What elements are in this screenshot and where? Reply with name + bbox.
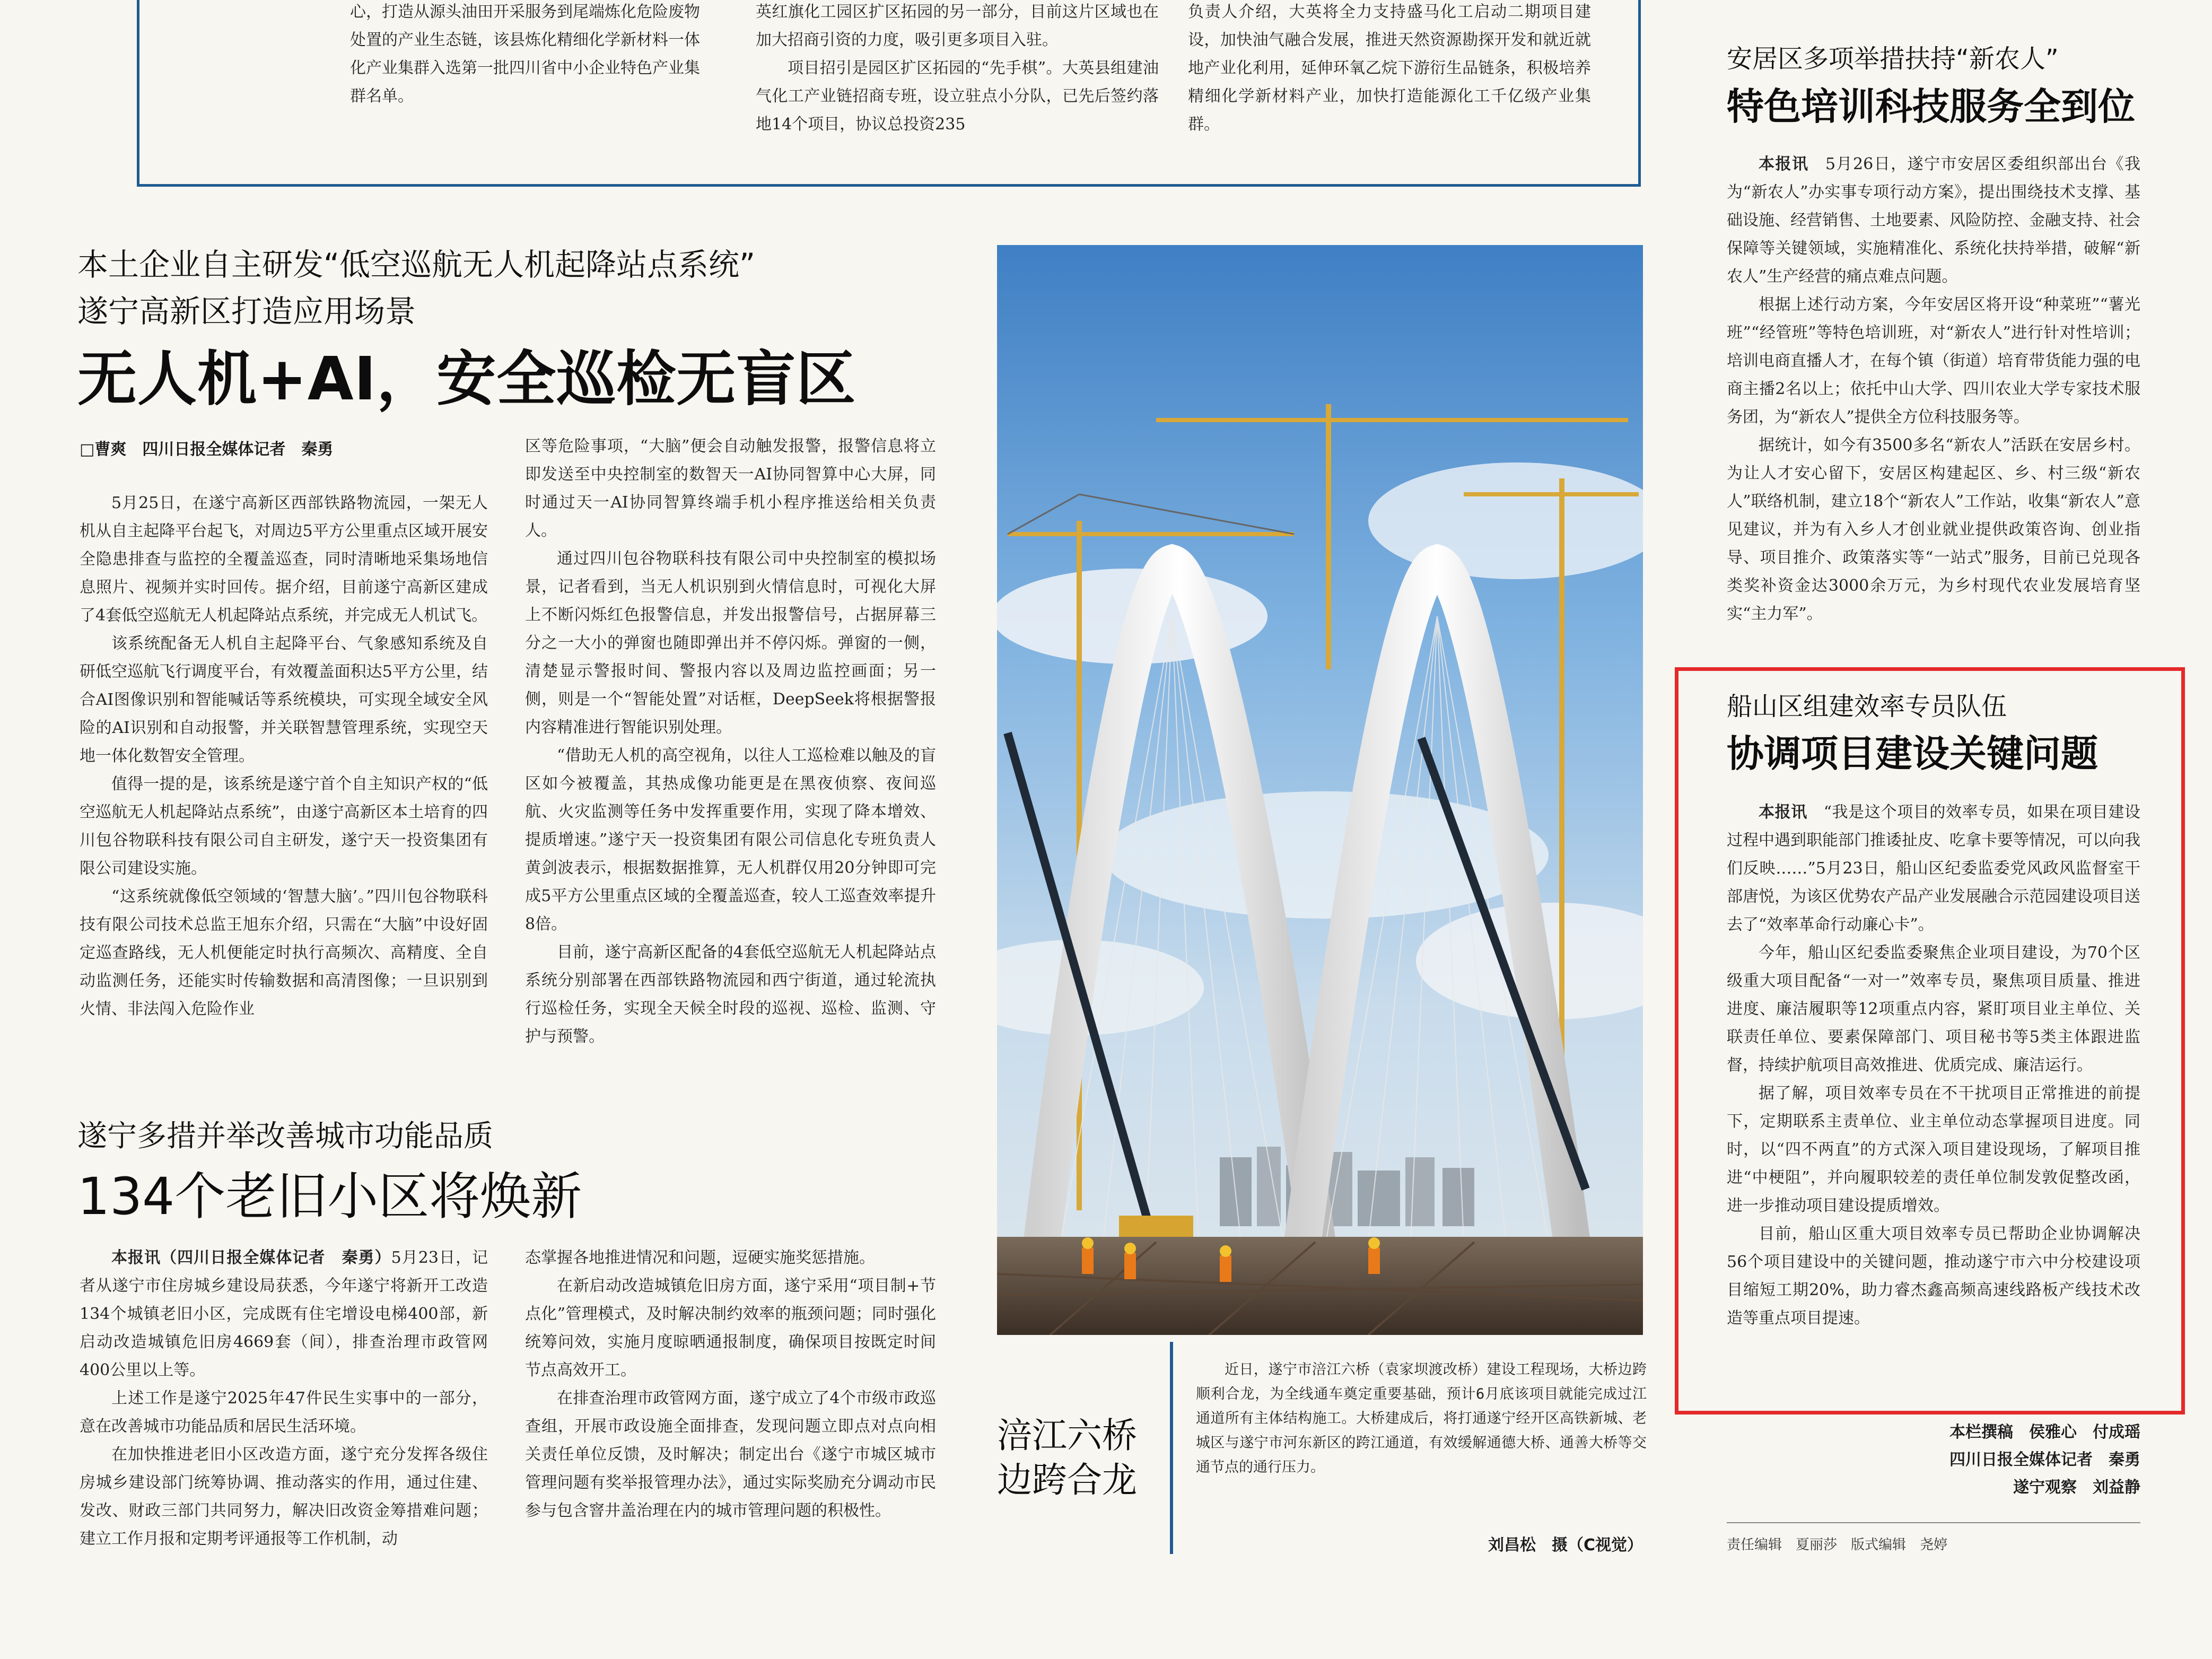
housing-col-2 bbox=[525, 1244, 936, 1525]
housing-c2-p2: 在新启动改造城镇危旧房方面，遂宁采用“项目制+节点化”管理模式，及时解决制约效率的瓶颈问题；同时强化统筹问效，实施月度晾晒通报制度，确保项目按既定时间节点高效开工。 bbox=[525, 1277, 936, 1379]
chuanshan-p2: 今年，船山区纪委监委聚焦企业项目建设，为70个区级重大项目配备“一对一”效率专员，聚焦项目质量、推进进度、廉洁履职等12项重点内容，紧盯项目业主单位、关联责任单位、要素保障部门、项目秘书等5类主体跟进监督，持续护航项目高效推进、优质完成、廉洁运行。 bbox=[1727, 944, 2140, 1075]
chuanshan-p3: 据了解，项目效率专员在不干扰项目正常推进的前提下，定期联系主责单位、业主单位动态掌握项目进度。同时，以“四不两直”的方式深入项目建设现场，了解项目推进“中梗阻”，并向履职较差的责任单位制发敦促整改函，进一步推动项目建设提质增效。 bbox=[1727, 1084, 2140, 1215]
credit-line-2: 四川日报全媒体记者 秦勇 bbox=[1949, 1451, 2140, 1469]
anju-lead: 本报讯 bbox=[1759, 155, 1809, 173]
drone-kicker-1: 本土企业自主研发“低空巡航无人机起降站点系统” bbox=[77, 247, 756, 283]
housing-col-1 bbox=[80, 1244, 488, 1553]
photo-title-line2: 边跨合龙 bbox=[997, 1460, 1137, 1500]
anju-p1 bbox=[1727, 150, 2140, 291]
anju-p3: 据统计，如今有3500多名“新农人”活跃在安居乡村。为让人才安心留下，安居区构建起区、乡、村三级“新农人”联络机制，建立18个“新农人”工作站，收集“新农人”意见建议，并为有入乡人才创业就业提供政策咨询、创业指导、项目推介、政策落实等“一站式”服务，目前已兑现各类奖补资金达3000余万元，为乡村现代农业发展培育坚实“主力军”。 bbox=[1727, 436, 2140, 623]
photo-title-block bbox=[997, 1413, 1156, 1503]
housing-lead: 本报讯（四川日报全媒体记者 秦勇） bbox=[111, 1248, 391, 1267]
housing-c1-p2: 上述工作是遂宁2025年47件民生实事中的一部分，意在改善城市功能品质和居民生活环境。 bbox=[80, 1389, 488, 1436]
drone-c1-p1: 5月25日，在遂宁高新区西部铁路物流园，一架无人机从自主起降平台起飞，对周边5平方公里重点区域开展安全隐患排查与监控的全覆盖巡查，同时清晰地采集场地信息照片、视频并实时回传。据介绍，目前遂宁高新区建成了4套低空巡航无人机起降站点系统，并完成无人机试飞。 bbox=[80, 494, 488, 625]
top-col-2 bbox=[756, 0, 1159, 138]
housing-c2-p3: 在排查治理市政管网方面，遂宁成立了4个市级市政巡查组，开展市政设施全面排查，发现问题立即点对点向相关责任单位反馈，及时解决；制定出台《遂宁市城区城市管理问题有奖举报管理办法》，通过实际奖励充分调动市民参与包含窨井盖治理在内的城市管理问题的积极性。 bbox=[525, 1389, 936, 1520]
anju-p1-text: 5月26日，遂宁市安居区委组织部出台《我为“新农人”办实事专项行动方案》，提出围绕技术支撑、基础设施、经营销售、土地要素、风险防控、金融支持、社会保障等关键领域，实施精准化、系统化扶持举措，破解“新农人”生产经营的痛点难点问题。 bbox=[1727, 155, 2141, 286]
anju-body bbox=[1727, 150, 2140, 628]
photo-title-line1: 涪江六桥 bbox=[997, 1415, 1137, 1456]
housing-headline: 134个老旧小区将焕新 bbox=[77, 1167, 582, 1226]
chuanshan-p4: 目前，船山区重大项目效率专员已帮助企业协调解决56个项目建设中的关键问题，推动遂宁市六中分校建设项目缩短工期20%，助力睿杰鑫高频高速线路板产线技术改造等重点项目提速。 bbox=[1727, 1225, 2140, 1328]
drone-col-1 bbox=[80, 489, 488, 1023]
anju-headline: 特色培训科技服务全到位 bbox=[1727, 85, 2135, 128]
editor-line: 责任编辑 夏丽莎 版式编辑 尧婷 bbox=[1727, 1537, 1948, 1553]
photo-caption-rule bbox=[1170, 1342, 1173, 1554]
drone-c2-p2: 通过四川包谷物联科技有限公司中央控制室的模拟场景，记者看到，当无人机识别到火情信息时，可视化大屏上不断闪烁红色报警信息，并发出报警信号，占据屏幕三分之一大小的弹窗也随即弹出并不停闪烁。弹窗的一侧，清楚显示警报时间、警报内容以及周边监控画面；另一侧，则是一个“智能处置”对话框，DeepSeek将根据警报内容精准进行智能识别处理。 bbox=[525, 549, 936, 737]
top-col-1: 心，打造从源头油田开采服务到尾端炼化危险废物处置的产业生态链，该县炼化精细化学新材料一体化产业集群入选第一批四川省中小企业特色产业集群名单。 bbox=[350, 3, 700, 106]
drone-c2-p4: 目前，遂宁高新区配备的4套低空巡航无人机起降站点系统分别部署在西部铁路物流园和西宁街道，通过轮流执行巡检任务，实现全天候全时段的巡视、巡检、监测、守护与预警。 bbox=[525, 943, 936, 1046]
drone-c2-p3: “借助无人机的高空视角，以往人工巡检难以触及的盲区如今被覆盖，其热成像功能更是在黑夜侦察、夜间巡航、火灾监测等任务中发挥重要作用，实现了降本增效、提质增速。”遂宁天一投资集团有限公司信息化专班负责人黄剑波表示，根据数据推算，无人机群仅用20分钟即可完成5平方公里重点区域的全覆盖巡查，较人工巡查效率提升8倍。 bbox=[525, 746, 936, 933]
chuanshan-kicker: 船山区组建效率专员队伍 bbox=[1727, 692, 2007, 721]
anju-kicker: 安居区多项举措扶持“新农人” bbox=[1727, 44, 2059, 74]
housing-c2-p1: 态掌握各地推进情况和问题，逗硬实施奖惩措施。 bbox=[525, 1248, 875, 1267]
credit-line-3: 遂宁观察 刘益静 bbox=[2013, 1478, 2140, 1497]
drone-c1-p3: 值得一提的是，该系统是遂宁首个自主知识产权的“低空巡航无人机起降站点系统”，由遂宁高新区本土培育的四川包谷物联科技有限公司自主研发，遂宁天一投资集团有限公司建设实施。 bbox=[80, 775, 488, 878]
anju-p2: 根据上述行动方案，今年安居区将开设“种菜班”“薯光班”“经管班”等特色培训班，对“新农人”进行针对性培训；培训电商直播人才，在每个镇（街道）培育带货能力强的电商主播2名以上；依托中山大学、四川农业大学专家技术服务团，为“新农人”提供全方位科技服务等。 bbox=[1727, 295, 2140, 426]
editor-rule bbox=[1727, 1522, 2140, 1523]
drone-c2-p1: 区等危险事项，“大脑”便会自动触发报警，报警信息将立即发送至中央控制室的数智天一AI协同智算中心大屏，同时通过天一AI协同智算终端手机小程序推送给相关负责人。 bbox=[525, 437, 936, 540]
chuanshan-headline: 协调项目建设关键问题 bbox=[1727, 732, 2098, 775]
top-col-2-p1: 英红旗化工园区扩区拓园的另一部分，目前这片区域也在加大招商引资的力度，吸引更多项目入驻。 bbox=[756, 3, 1159, 49]
housing-c1-p3: 在加快推进老旧小区改造方面，遂宁充分发挥各级住房城乡建设部门统筹协调、推动落实的作用，通过住建、发改、财政三部门共同努力，解决旧改资金筹措难问题；建立工作月报和定期考评通报等工作机制，动 bbox=[80, 1445, 488, 1548]
drone-col-2 bbox=[525, 432, 936, 1051]
photo-caption: 近日，遂宁市涪江六桥（袁家坝渡改桥）建设工程现场，大桥边跨顺利合龙，为全线通车奠定重要基础，预计6月底该项目就能完成过江通道所有主体结构施工。大桥建成后，将打通遂宁经开区高铁新城、老城区与遂宁市河东新区的跨江通道，有效缓解通德大桥、通善大桥等交通节点的通行压力。 bbox=[1196, 1361, 1647, 1475]
chuanshan-p1-text: “我是这个项目的效率专员，如果在项目建设过程中遇到职能部门推诿扯皮、吃拿卡要等情况，可以向我们反映……”5月23日，船山区纪委监委党风政风监督室干部唐悦，为该区优势农产品产业发展融合示范园建设项目送去了“效率革命行动廉心卡”。 bbox=[1727, 803, 2141, 934]
chuanshan-body bbox=[1727, 798, 2140, 1332]
drone-headline: 无人机+AI，安全巡检无盲区 bbox=[77, 345, 856, 414]
photo-credit: 刘昌松 摄（C视觉） bbox=[1488, 1536, 1643, 1555]
top-col-2-p2: 项目招引是园区扩区拓园的“先手棋”。大英县组建油气化工产业链招商专班，设立驻点小分队，已先后签约落地14个项目，协议总投资235 bbox=[756, 59, 1159, 134]
housing-c1-p1 bbox=[80, 1244, 488, 1384]
chuanshan-p1 bbox=[1727, 798, 2140, 939]
drone-c1-p4: “这系统就像低空领域的‘智慧大脑’。”四川包谷物联科技有限公司技术总监王旭东介绍，只需在“大脑”中设好固定巡查路线，无人机便能定时执行高频次、高精度、全自动监测任务，还能实时传输数据和高清图像；一旦识别到火情、非法闯入危险作业 bbox=[80, 887, 488, 1018]
top-col-3: 负责人介绍，大英将全力支持盛马化工启动二期项目建设，加快油气融合发展，推进天然资源勘探开发和就近就地产业化利用，延伸环氧乙烷下游衍生品链条，积极培养精细化学新材料产业，加快打造能源化工千亿级产业集群。 bbox=[1188, 3, 1591, 134]
housing-kicker: 遂宁多措并举改善城市功能品质 bbox=[77, 1119, 493, 1154]
housing-c1-p1-text: 5月23日，记者从遂宁市住房城乡建设局获悉，今年遂宁将新开工改造134个城镇老旧小区，完成既有住宅增设电梯400部，新启动改造城镇危旧房4669套（间），排查治理市政管网400公里以上等。 bbox=[80, 1248, 488, 1379]
drone-c1-p2: 该系统配备无人机自主起降平台、气象感知系统及自研低空巡航飞行调度平台，有效覆盖面积达5平方公里，结合AI图像识别和智能喊话等系统模块，可实现全域安全风险的AI识别和自动报警，并关联智慧管理系统，实现空天地一体化数智安全管理。 bbox=[80, 634, 488, 765]
chuanshan-lead: 本报讯 bbox=[1759, 803, 1807, 822]
drone-kicker-2: 遂宁高新区打造应用场景 bbox=[77, 293, 416, 329]
drone-byline: □曹爽 四川日报全媒体记者 秦勇 bbox=[80, 440, 334, 459]
bridge-photo-illustration bbox=[997, 245, 1643, 1335]
credit-line-1: 本栏撰稿 侯雅心 付成瑶 bbox=[1949, 1423, 2140, 1442]
bridge-photo bbox=[997, 245, 1643, 1335]
